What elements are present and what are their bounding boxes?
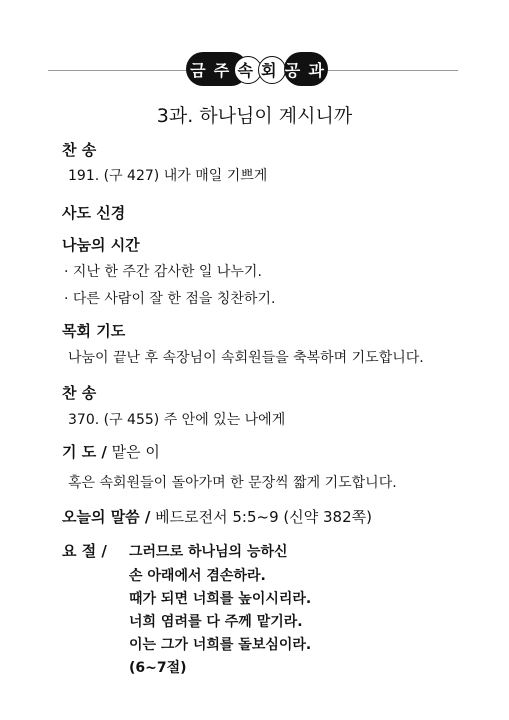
- prayer-text: 혹은 속회원들이 돌아가며 한 문장씩 짧게 기도합니다.: [68, 475, 397, 491]
- badge-char: 금: [190, 60, 206, 80]
- badge-char: 회: [261, 60, 277, 80]
- creed-heading: 사도 신경: [62, 204, 126, 222]
- word-heading: [62, 506, 372, 527]
- hymn1-text: 191. (구 427) 내가 매일 기쁘게: [68, 168, 268, 184]
- key-verse-line: 그러므로 하나님의 능하신: [129, 544, 288, 560]
- prayer-heading-label: 기 도 /: [62, 443, 107, 461]
- badge-char: 공: [284, 60, 301, 80]
- hymn1-heading: 찬 송: [62, 141, 97, 159]
- series-badge: [186, 51, 328, 87]
- word-heading-label: 오늘의 말씀 /: [62, 508, 151, 526]
- pastor-prayer-text: 나눔이 끝난 후 속장님이 속회원들을 축복하며 기도합니다.: [68, 350, 424, 366]
- badge-text: [186, 51, 328, 87]
- hymn2-heading: 찬 송: [62, 384, 97, 402]
- prayer-leader: 맡은 이: [106, 443, 160, 461]
- badge-char: 속: [237, 60, 253, 80]
- key-verse-line: (6~7절): [129, 660, 187, 676]
- prayer-heading: [62, 441, 160, 462]
- sharing-item: · 지난 한 주간 감사한 일 나누기.: [64, 264, 262, 280]
- scripture-reference: 베드로전서 5:5~9 (신약 382쪽): [150, 508, 372, 526]
- badge-char: 주: [213, 60, 230, 80]
- pastor-prayer-heading: 목회 기도: [62, 322, 126, 340]
- key-verse-line: 때가 되면 너희를 높이시리라.: [129, 591, 312, 607]
- key-verse-line: 너희 염려를 다 주께 맡기라.: [129, 614, 303, 630]
- key-verse-line: 손 아래에서 겸손하라.: [129, 568, 266, 584]
- hymn2-text: 370. (구 455) 주 안에 있는 나에게: [68, 412, 286, 428]
- sharing-heading: 나눔의 시간: [62, 236, 140, 254]
- sharing-item: · 다른 사람이 잘 한 점을 칭찬하기.: [64, 291, 276, 307]
- badge-char: 과: [308, 60, 324, 80]
- key-verse-line: 이는 그가 너희를 돌보심이라.: [129, 637, 312, 653]
- key-verse-heading: 요 절 /: [62, 542, 107, 560]
- lesson-title: 3과. 하나님이 계시니까: [156, 105, 353, 127]
